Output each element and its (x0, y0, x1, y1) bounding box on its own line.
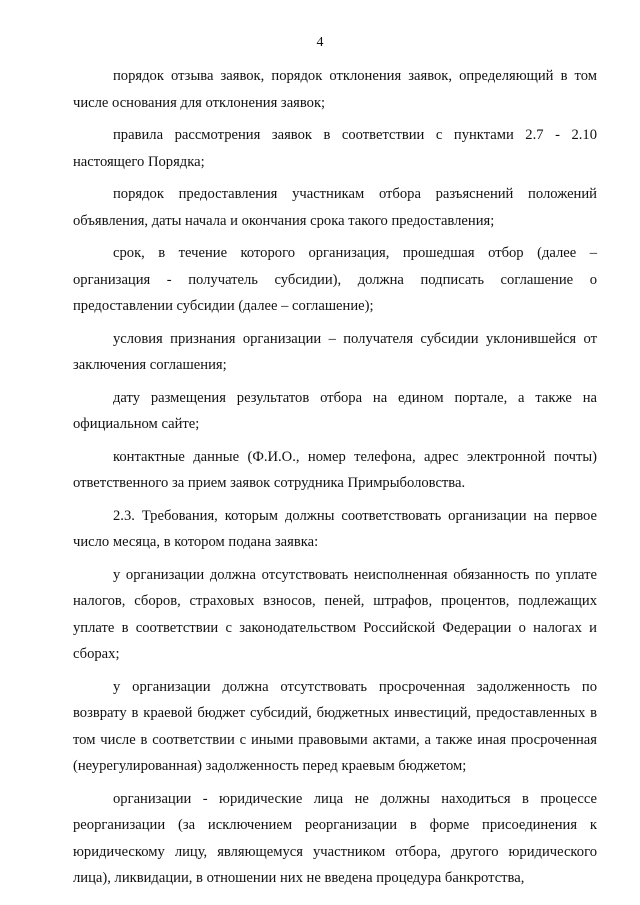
paragraph-clarification-procedure: порядок предоставления участникам отбора разъяснений положений объявления, даты начала и окончания срока такого предоставления; (73, 186, 597, 229)
paragraph-requirements-heading: 2.3. Требования, которым должны соответствовать организации на первое число месяца, в котором подана заявка: (73, 507, 597, 550)
paragraph-reorganization: организации - юридические лица не должны находиться в процессе реорганизации (за исключением реорганизации в форме присоединения к юридическому лицу, являющемуся участником отбора, другого юридического лица), ликвидации, в отношении них не введена процедура банкротства, (73, 790, 597, 886)
document-body (73, 63, 597, 898)
paragraph-results-date: дату размещения результатов отбора на едином портале, а также на официальном сайте; (73, 389, 597, 432)
paragraph-overdue-debt: у организации должна отсутствовать просроченная задолженность по возврату в краевой бюджет субсидий, бюджетных инвестиций, предоставленных в том числе в соответствии с иными правовыми актами, а также иная просроченная (неурегулированная) задолженность перед краевым бюджетом; (73, 678, 597, 774)
paragraph-signing-term: срок, в течение которого организация, прошедшая отбор (далее – организация - получатель субсидии), должна подписать соглашение о предоставлении субсидии (далее – соглашение); (73, 245, 597, 314)
page-number: 4 (316, 35, 324, 50)
paragraph-review-rules: правила рассмотрения заявок в соответствии с пунктами 2.7 - 2.10 настоящего Порядка; (73, 127, 597, 170)
paragraph-tax-obligations: у организации должна отсутствовать неисполненная обязанность по уплате налогов, сборов, страховых взносов, пеней, штрафов, процентов, подлежащих уплате в соответствии с законодательством Российской Федерации о налогах и сборах; (73, 566, 597, 662)
paragraph-evasion-conditions: условия признания организации – получателя субсидии уклонившейся от заключения соглашения; (73, 330, 597, 373)
paragraph-withdrawal-procedure: порядок отзыва заявок, порядок отклонения заявок, определяющий в том числе основания для отклонения заявок; (73, 68, 597, 111)
paragraph-contact-data: контактные данные (Ф.И.О., номер телефона, адрес электронной почты) ответственного за прием заявок сотрудника Примрыболовства. (73, 448, 597, 491)
